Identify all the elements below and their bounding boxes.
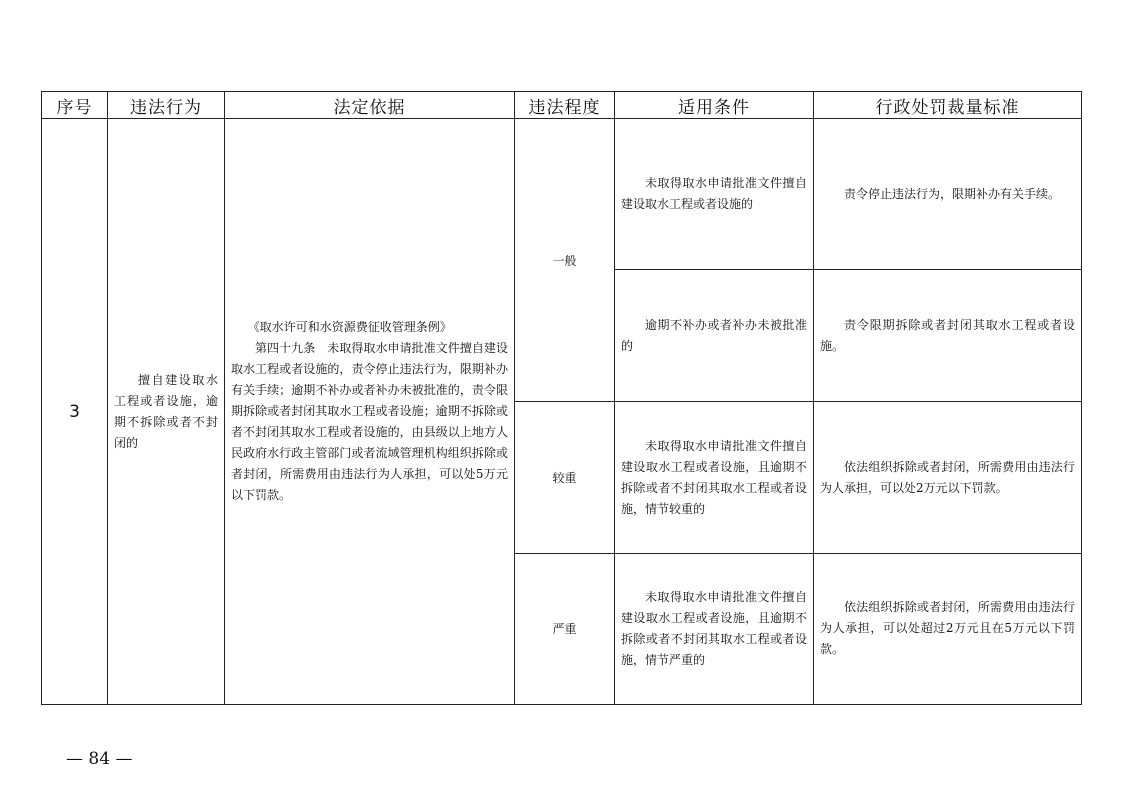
standard-cell — [814, 402, 1082, 553]
condition-text: 未取得取水申请批准文件擅自建设取水工程或者设施的 — [621, 176, 807, 212]
violation-cell — [108, 119, 225, 705]
violation-text: 擅自建设取水工程或者设施，逾期不拆除或者不封闭的 — [114, 372, 218, 450]
page-number: — 84 — — [66, 749, 133, 769]
severity-serious: 较重 — [515, 402, 615, 553]
header-seq: 序号 — [42, 92, 108, 119]
condition-text: 未取得取水申请批准文件擅自建设取水工程或者设施，且逾期不拆除或者不封闭其取水工程或者设施，情节较重的 — [621, 438, 807, 516]
regulation-title: 《取水许可和水资源费征收管理条例》 — [247, 320, 452, 334]
standard-text: 责令限期拆除或者封闭其取水工程或者设施。 — [820, 317, 1075, 353]
condition-cell — [615, 553, 814, 704]
header-severity: 违法程度 — [515, 92, 615, 119]
standard-text: 依法组织拆除或者封闭，所需费用由违法行为人承担，可以处2万元以下罚款。 — [820, 459, 1075, 495]
condition-cell — [615, 402, 814, 553]
header-row — [42, 92, 1082, 119]
condition-text: 未取得取水申请批准文件擅自建设取水工程或者设施，且逾期不拆除或者不封闭其取水工程或者设施，情节严重的 — [621, 589, 807, 667]
table-row — [42, 119, 1082, 270]
severity-general: 一般 — [515, 119, 615, 402]
standard-cell — [814, 270, 1082, 402]
header-penalty-standard: 行政处罚裁量标准 — [814, 92, 1082, 119]
seq-cell: 3 — [42, 119, 108, 705]
standard-text: 依法组织拆除或者封闭，所需费用由违法行为人承担，可以处超过2万元且在5万元以下罚款。 — [820, 600, 1075, 657]
legal-basis-cell — [225, 119, 515, 705]
standard-cell — [814, 119, 1082, 270]
header-legal-basis: 法定依据 — [225, 92, 515, 119]
condition-cell — [615, 119, 814, 270]
header-violation: 违法行为 — [108, 92, 225, 119]
condition-cell — [615, 270, 814, 402]
standard-cell — [814, 553, 1082, 704]
regulation-article: 第四十九条 未取得取水申请批准文件擅自建设取水工程或者设施的，责令停止违法行为，限期补办有关手续；逾期不补办或者补办未被批准的，责令限期拆除或者封闭其取水工程或者设施；逾期不拆除或者不封闭其取水工程或者设施的，由县级以上地方人民政府水行政主管部门或者流域管理机构组织拆除或者封闭，所需费用由违法行为人承担，可以处5万元以下罚款。 — [231, 341, 508, 502]
penalty-discretion-table — [41, 91, 1082, 705]
severity-severe: 严重 — [515, 553, 615, 704]
header-conditions: 适用条件 — [615, 92, 814, 119]
condition-text: 逾期不补办或者补办未被批准的 — [621, 317, 807, 353]
standard-text: 责令停止违法行为，限期补办有关手续。 — [844, 186, 1061, 201]
